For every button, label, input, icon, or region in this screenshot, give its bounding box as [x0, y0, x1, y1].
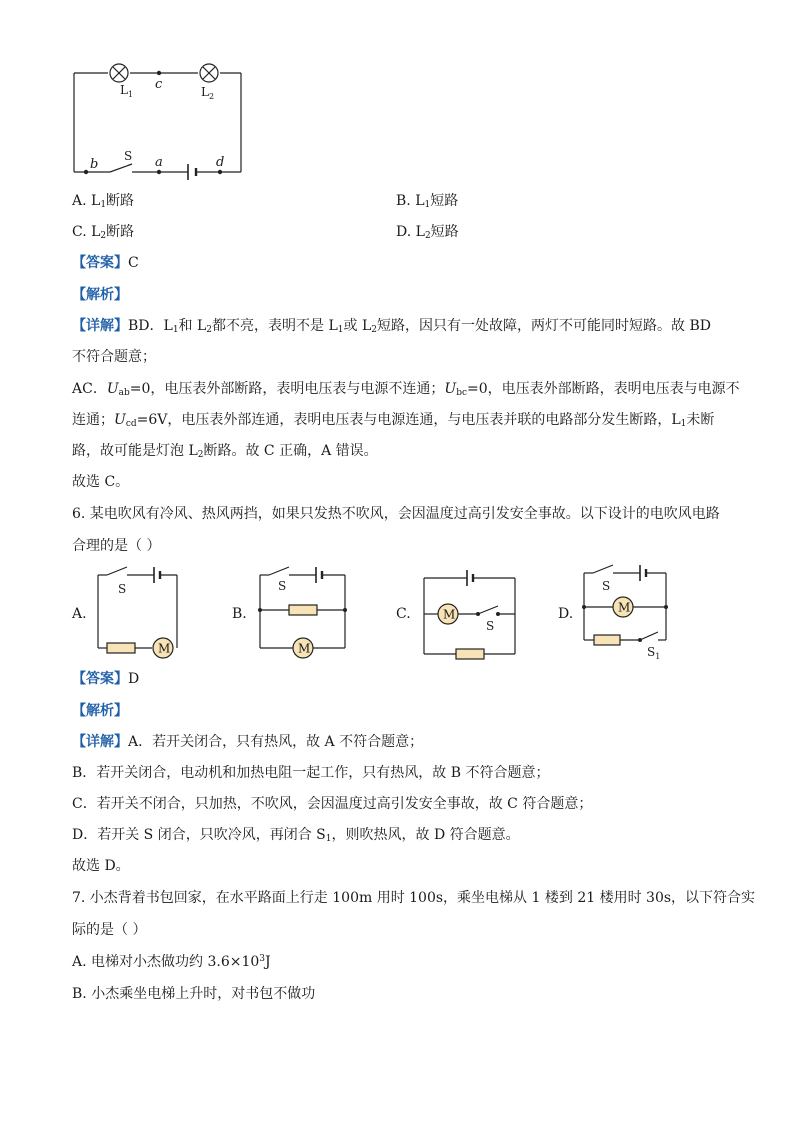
q5-detail-line-3: AC．$U_{ab}=0$，电压表外部断路，表明电压表与电源不连通；$U_{bc}=0$，电压表外部断路，表明电压表与电源不	[72, 381, 740, 398]
svg-text:M: M	[618, 600, 631, 615]
q6-fig-a-label: A.	[72, 606, 87, 622]
svg-text:M: M	[158, 641, 171, 656]
q5-circuit-diagram	[60, 60, 260, 190]
svg-text:S: S	[486, 619, 495, 633]
label-l1: $L_1$	[120, 83, 134, 99]
svg-text:S: S	[278, 579, 287, 593]
q6-circuit-c	[416, 562, 526, 662]
label-c: c	[155, 77, 163, 92]
q6-detail-line-4: D．若开关 S 闭合，只吹冷风，再闭合 $S_1$，则吹热风，故 D 符合题意。	[72, 827, 520, 844]
q5-detail-line-1: 【详解】BD．$L_1$和 $L_2$都不亮，表明不是 $L_1$或 $L_2$短路，因只有一处故障，两灯不可能同时短路。故 BD	[72, 318, 711, 335]
resistor-icon	[107, 643, 135, 653]
q6-circuit-d	[576, 560, 686, 664]
svg-text:M: M	[443, 607, 456, 622]
svg-text:S: S	[118, 582, 127, 596]
svg-text:M: M	[298, 641, 311, 656]
q5-option-d: D. $L_2$短路	[396, 224, 459, 241]
q6-detail-line-3: C．若开关不闭合，只加热，不吹风，会因温度过高引发安全事故，故 C 符合题意；	[72, 796, 593, 812]
q6-conclusion: 故选 D。	[72, 858, 130, 874]
q5-detail-line-5: 路，故可能是灯泡 $L_2$断路。故 C 正确，A 错误。	[72, 443, 378, 460]
q6-detail-line-2: B．若开关闭合，电动机和加热电阻一起工作，只有热风，故 B 不符合题意；	[72, 765, 550, 781]
q5-option-a: A. $L_1$断路	[72, 193, 135, 210]
node-a	[157, 170, 161, 174]
q5-option-c: C. $L_2$断路	[72, 224, 135, 241]
q6-analysis-heading: 【解析】	[72, 703, 128, 719]
node-c	[157, 71, 161, 75]
q6-answer: 【答案】D	[72, 671, 140, 687]
q7-stem-line-2: 际的是（ ）	[72, 922, 147, 938]
label-b: b	[90, 157, 99, 172]
bulb-l2-icon	[200, 64, 218, 82]
q7-option-b: B. 小杰乘坐电梯上升时，对书包不做功	[72, 986, 316, 1002]
node-d	[218, 170, 222, 174]
q6-fig-c-label: C.	[396, 606, 411, 622]
q5-analysis-heading: 【解析】	[72, 287, 128, 303]
bulb-l1-icon	[110, 64, 128, 82]
node-b	[84, 170, 88, 174]
resistor-icon	[289, 605, 317, 615]
label-d: d	[216, 155, 225, 170]
q5-detail-line-2: 不符合题意；	[72, 349, 156, 365]
resistor-icon	[594, 635, 620, 645]
q5-answer: 【答案】C	[72, 255, 139, 271]
q6-stem-line-2: 合理的是（ ）	[72, 538, 161, 554]
q6-circuit-a	[90, 562, 190, 662]
q6-detail-line-1: 【详解】A．若开关闭合，只有热风，故 A 不符合题意；	[72, 734, 424, 750]
label-a: a	[155, 155, 163, 170]
q7-option-a: A. 电梯对小杰做功约 $3.6\times 10^3J$	[72, 954, 271, 970]
q6-fig-d-label: D.	[558, 606, 574, 622]
q5-detail-line-4: 连通；$U_{cd}=6V$，电压表外部连通，表明电压表与电源连通，与电压表并联的电路部分发生断路，$L_1$未断	[72, 412, 715, 429]
resistor-icon	[456, 649, 484, 659]
svg-text:S1: $S_1$	[647, 645, 661, 661]
q7-stem-line-1: 7. 小杰背着书包回家，在水平路面上行走 100m 用时 100s，乘坐电梯从 1 楼到 21 楼用时 30s，以下符合实	[72, 890, 756, 906]
q5-option-b: B. $L_1$短路	[396, 193, 459, 210]
svg-text:S: S	[602, 579, 611, 593]
q6-stem-line-1: 6. 某电吹风有冷风、热风两挡，如果只发热不吹风，会因温度过高引发安全事故。以下设计的电吹风电路	[72, 506, 720, 522]
label-l2: $L_2$	[201, 85, 215, 101]
q6-fig-b-label: B.	[232, 606, 247, 622]
q5-conclusion: 故选 C。	[72, 474, 130, 490]
label-s: S	[124, 149, 133, 163]
q6-circuit-b	[252, 562, 352, 662]
